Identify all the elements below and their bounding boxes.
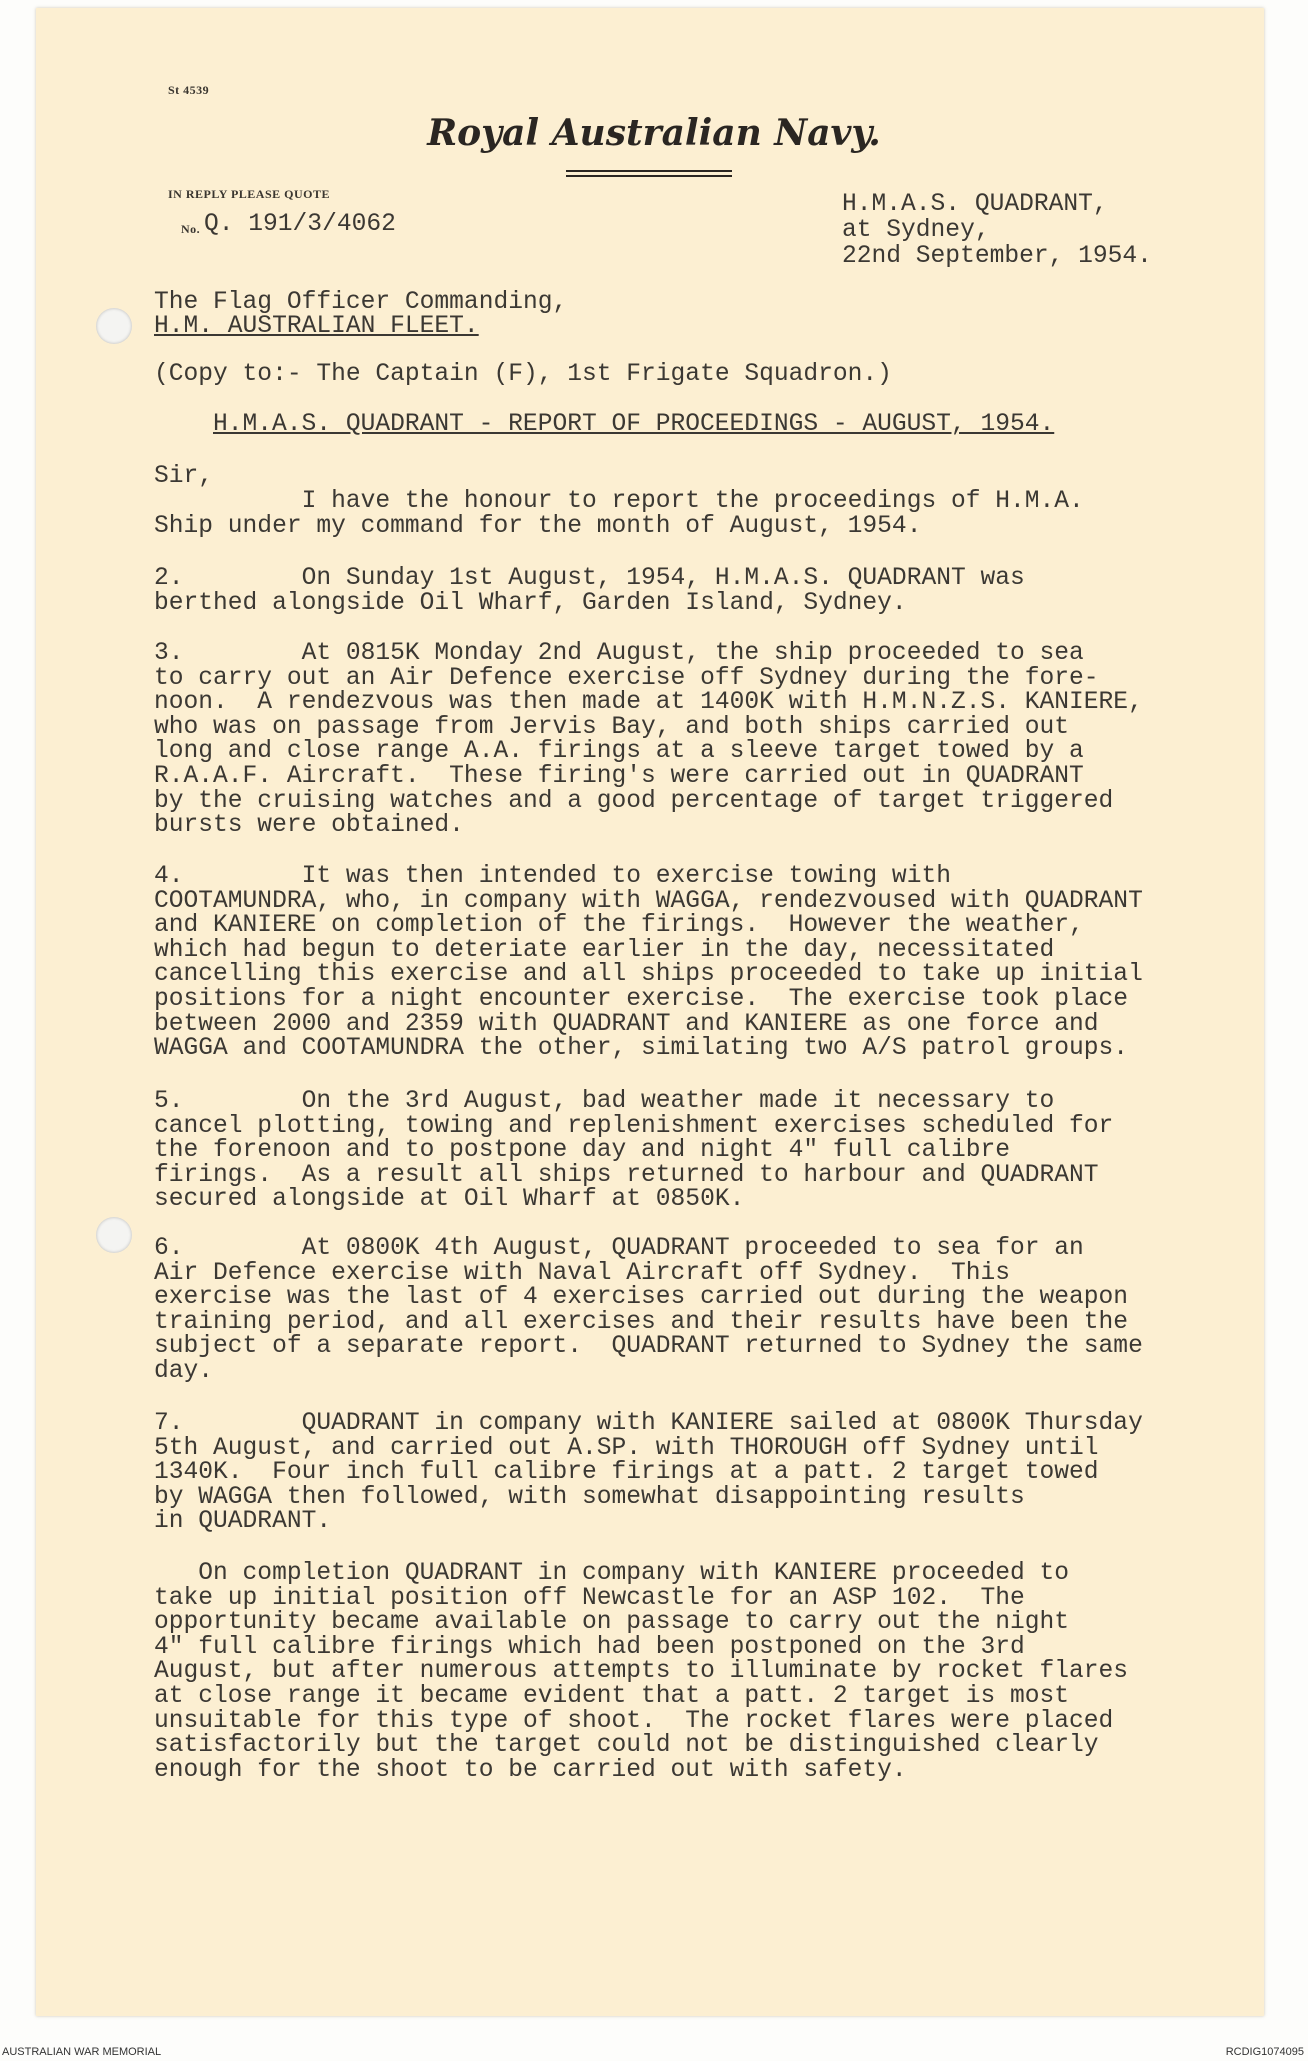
reference-number: Q. 191/3/4062 (204, 211, 396, 238)
paragraph-line: positions for a night encounter exercise. The exercise took place (154, 986, 1129, 1013)
paragraph-line: berthed alongside Oil Wharf, Garden Island, Sydney. (154, 589, 907, 617)
paragraph-line: 1340K. Four inch full calibre firings at a patt. 2 target towed (154, 1459, 1099, 1487)
paragraph-line: noon. A rendezvous was then made at 1400K with H.M.N.Z.S. KANIERE, (154, 689, 1143, 717)
address-place: at Sydney, (842, 217, 990, 244)
paragraph-line: secured alongside at Oil Wharf at 0850K. (154, 1186, 745, 1214)
paragraph-line: Ship under my command for the month of August, 1954. (154, 512, 922, 540)
paragraph-line: 5. On the 3rd August, bad weather made it necessary to (154, 1088, 1055, 1115)
paragraph-line: cancel plotting, towing and replenishment exercises scheduled for (154, 1112, 1114, 1140)
paragraph-line: exercise was the last of 4 exercises carried out during the weapon (154, 1284, 1129, 1312)
address-ship: H.M.A.S. QUADRANT, (842, 191, 1108, 218)
paragraph-line: On completion QUADRANT in company with KANIERE proceeded to (154, 1560, 1070, 1587)
form-number: St 4539 (168, 83, 210, 97)
paragraph-line: the forenoon and to postpone day and night 4" full calibre (154, 1137, 1011, 1165)
paragraph-line: bursts were obtained. (154, 812, 464, 840)
paragraph-line: in QUADRANT. (154, 1508, 332, 1536)
paragraph-line: R.A.A.F. Aircraft. These firing's were carried out in QUADRANT (154, 763, 1084, 790)
recipient-title: The Flag Officer Commanding, (154, 289, 568, 316)
paragraph-line: unsuitable for this type of shoot. The rocket flares were placed (154, 1707, 1114, 1735)
paragraph-line: satisfactorily but the target could not be distinguished clearly (154, 1732, 1099, 1760)
paragraph-line: 4. It was then intended to exercise towing with (154, 863, 951, 890)
copy-to: (Copy to:- The Captain (F), 1st Frigate Squadron.) (154, 361, 892, 388)
paragraph-line: to carry out an Air Defence exercise off Sydney during the fore- (154, 664, 1099, 692)
paragraph-line: at close range it became evident that a patt. 2 target is most (154, 1683, 1070, 1710)
paragraph-line: by the cruising watches and a good percentage of target triggered (154, 787, 1114, 815)
paragraph-line: 5th August, and carried out A.SP. with THOROUGH off Sydney until (154, 1434, 1099, 1462)
footer-id: RCDIG1074095 (1225, 2046, 1304, 2058)
recipient-unit: H.M. AUSTRALIAN FLEET. (154, 313, 479, 340)
paragraph-line: opportunity became available on passage to carry out the night (154, 1609, 1070, 1637)
paragraph-line: which had begun to deteriate earlier in the day, necessitated (154, 936, 1055, 964)
letterhead: Royal Australian Navy. (427, 112, 881, 154)
paragraph-line: by WAGGA then followed, with somewhat disappointing results (154, 1483, 1025, 1511)
reply-label: IN REPLY PLEASE QUOTE (168, 187, 330, 201)
paragraph-line: 4" full calibre firings which had been postponed on the 3rd (154, 1633, 1025, 1661)
footer-source: AUSTRALIAN WAR MEMORIAL (2, 2046, 162, 2058)
paragraph-line: Air Defence exercise with Naval Aircraft off Sydney. This (154, 1259, 1011, 1287)
paragraph-line: enough for the shoot to be carried out with safety. (154, 1756, 907, 1784)
paragraph-line: August, but after numerous attempts to illuminate by rocket flares (154, 1658, 1129, 1686)
paragraph-line: 7. QUADRANT in company with KANIERE sailed at 0800K Thursday (154, 1410, 1143, 1437)
paragraph-line: 6. At 0800K 4th August, QUADRANT proceeded to sea for an (154, 1235, 1084, 1262)
paragraph-line: day. (154, 1358, 214, 1385)
letter-date: 22nd September, 1954. (842, 243, 1152, 270)
punch-hole (96, 1217, 132, 1253)
punch-hole (96, 308, 132, 344)
salutation: Sir, (154, 463, 214, 490)
paragraph-line: long and close range A.A. firings at a sleeve target towed by a (154, 738, 1084, 766)
paragraph-line: 3. At 0815K Monday 2nd August, the ship proceeded to sea (154, 640, 1084, 667)
paragraph-line: I have the honour to report the proceedings of H.M.A. (154, 488, 1084, 515)
paragraph-line: firings. As a result all ships returned to harbour and QUADRANT (154, 1161, 1099, 1189)
letterhead-rule (566, 175, 732, 177)
paragraph-line: and KANIERE on completion of the firings. However the weather, (154, 912, 1084, 940)
paragraph-line: between 2000 and 2359 with QUADRANT and KANIERE as one force and (154, 1010, 1099, 1038)
paragraph-line: WAGGA and COOTAMUNDRA the other, similating two A/S patrol groups. (154, 1035, 1129, 1063)
letterhead-rule (566, 170, 732, 172)
paragraph-line: subject of a separate report. QUADRANT returned to Sydney the same (154, 1333, 1143, 1361)
paragraph-line: training period, and all exercises and their results have been the (154, 1308, 1129, 1336)
paragraph-line: cancelling this exercise and all ships proceeded to take up initial (154, 961, 1143, 989)
paragraph-line: who was on passage from Jervis Bay, and both ships carried out (154, 713, 1070, 741)
paragraph-line: COOTAMUNDRA, who, in company with WAGGA, rendezvoused with QUADRANT (154, 887, 1143, 915)
reference-prefix: No. (181, 222, 201, 236)
paragraph-line: take up initial position off Newcastle for an ASP 102. The (154, 1584, 1025, 1612)
subject-heading: H.M.A.S. QUADRANT - REPORT OF PROCEEDINGS - AUGUST, 1954. (213, 411, 1055, 438)
paragraph-line: 2. On Sunday 1st August, 1954, H.M.A.S. QUADRANT was (154, 565, 1025, 592)
